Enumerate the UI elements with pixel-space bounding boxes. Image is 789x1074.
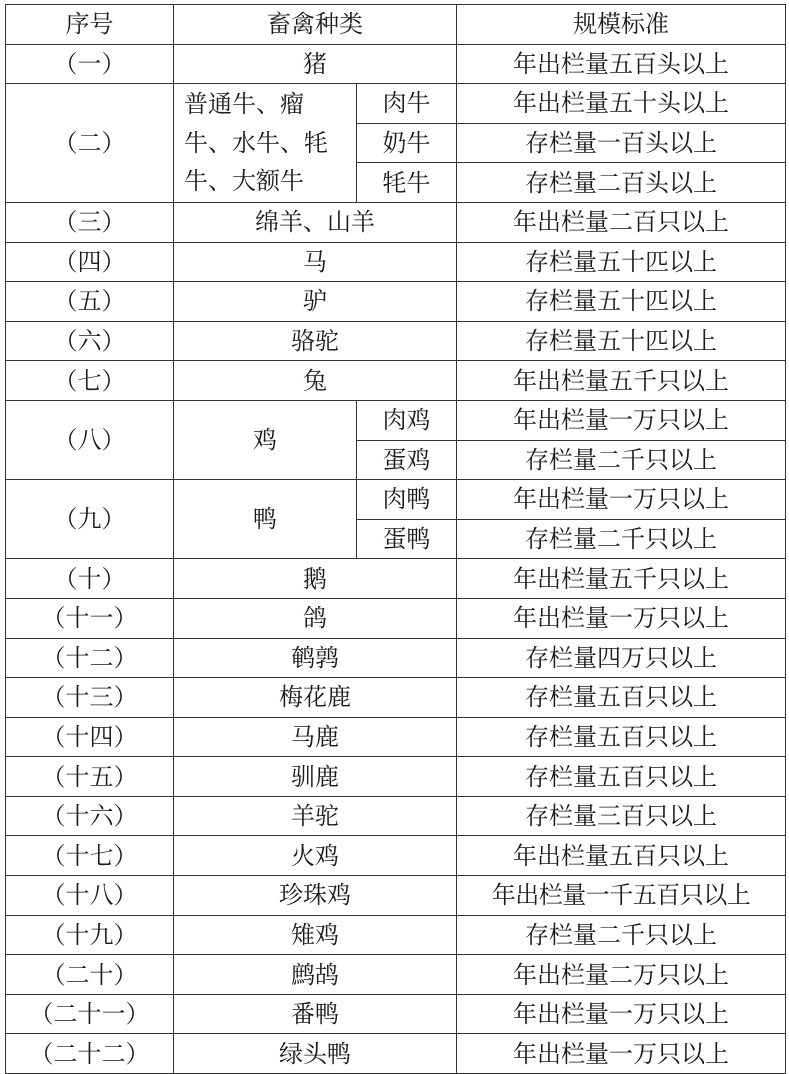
row-category: 鹅 (174, 559, 457, 599)
row-category: 骆驼 (174, 321, 457, 361)
row-index: （九） (6, 480, 174, 559)
row-subtype: 肉鸡 (357, 400, 457, 440)
table-row (6, 44, 786, 84)
table-row (6, 757, 786, 797)
row-index: （十） (6, 559, 174, 599)
row-category: 雉鸡 (174, 915, 457, 955)
row-category: 兔 (174, 361, 457, 401)
row-index: （二十一） (6, 994, 174, 1034)
table-row (6, 598, 786, 638)
row-standard: 存栏量二千只以上 (457, 519, 786, 559)
row-standard: 年出栏量五百头以上 (457, 44, 786, 84)
row-category: 鸡 (174, 400, 357, 479)
row-standard: 年出栏量二万只以上 (457, 955, 786, 995)
row-index: （十七） (6, 836, 174, 876)
row-standard: 年出栏量一千五百只以上 (457, 876, 786, 916)
row-standard: 存栏量五百只以上 (457, 757, 786, 797)
table-row (6, 717, 786, 757)
table-row (6, 84, 786, 124)
row-index: （十二） (6, 638, 174, 678)
row-index: （五） (6, 282, 174, 322)
table-row (6, 202, 786, 242)
row-standard: 年出栏量二百只以上 (457, 202, 786, 242)
row-standard: 年出栏量一万只以上 (457, 480, 786, 520)
table-row (6, 994, 786, 1034)
row-index: （十一） (6, 598, 174, 638)
row-category: 珍珠鸡 (174, 876, 457, 916)
header-category: 畜禽种类 (174, 5, 457, 45)
livestock-scale-table (5, 4, 786, 1074)
row-index: （十九） (6, 915, 174, 955)
row-index: （十八） (6, 876, 174, 916)
row-category: 猪 (174, 44, 457, 84)
row-category: 驴 (174, 282, 457, 322)
row-standard: 存栏量二千只以上 (457, 915, 786, 955)
table-row (6, 321, 786, 361)
table-row (6, 836, 786, 876)
row-standard: 年出栏量一万只以上 (457, 994, 786, 1034)
row-standard: 存栏量二千只以上 (457, 440, 786, 480)
row-standard: 年出栏量五十头以上 (457, 84, 786, 124)
row-standard: 存栏量一百头以上 (457, 123, 786, 163)
row-subtype: 肉牛 (357, 84, 457, 124)
table-row (6, 559, 786, 599)
row-index: （四） (6, 242, 174, 282)
row-category: 鹧鸪 (174, 955, 457, 995)
table-row (6, 678, 786, 718)
row-category: 鹌鹑 (174, 638, 457, 678)
table-row (6, 796, 786, 836)
row-category: 梅花鹿 (174, 678, 457, 718)
row-category: 马 (174, 242, 457, 282)
row-index: （七） (6, 361, 174, 401)
row-index: （三） (6, 202, 174, 242)
row-subtype: 牦牛 (357, 163, 457, 203)
row-category: 羊驼 (174, 796, 457, 836)
row-standard: 年出栏量一万只以上 (457, 598, 786, 638)
table-row (6, 242, 786, 282)
row-index: （六） (6, 321, 174, 361)
row-index: （十六） (6, 796, 174, 836)
row-subtype: 肉鸭 (357, 480, 457, 520)
row-category: 绵羊、山羊 (174, 202, 457, 242)
row-standard: 年出栏量五千只以上 (457, 559, 786, 599)
header-index: 序号 (6, 5, 174, 45)
row-category: 马鹿 (174, 717, 457, 757)
row-category: 鸭 (174, 480, 357, 559)
row-index: （十五） (6, 757, 174, 797)
row-index: （二十二） (6, 1034, 174, 1074)
row-standard: 年出栏量五千只以上 (457, 361, 786, 401)
table-row (6, 361, 786, 401)
row-category: 普通牛、瘤牛、水牛、牦牛、大额牛 (174, 84, 357, 203)
row-subtype: 奶牛 (357, 123, 457, 163)
header-standard: 规模标准 (457, 5, 786, 45)
row-index: （十三） (6, 678, 174, 718)
row-category: 火鸡 (174, 836, 457, 876)
row-category: 驯鹿 (174, 757, 457, 797)
row-standard: 年出栏量一万只以上 (457, 1034, 786, 1074)
table-row (6, 915, 786, 955)
row-standard: 存栏量四万只以上 (457, 638, 786, 678)
row-category: 绿头鸭 (174, 1034, 457, 1074)
row-subtype: 蛋鸭 (357, 519, 457, 559)
row-standard: 存栏量二百头以上 (457, 163, 786, 203)
table-row (6, 876, 786, 916)
row-standard: 存栏量五百只以上 (457, 678, 786, 718)
table-row (6, 282, 786, 322)
table-row (6, 955, 786, 995)
row-category: 鸽 (174, 598, 457, 638)
row-standard: 存栏量三百只以上 (457, 796, 786, 836)
row-index: （八） (6, 400, 174, 479)
table-row (6, 480, 786, 520)
row-subtype: 蛋鸡 (357, 440, 457, 480)
row-standard: 年出栏量一万只以上 (457, 400, 786, 440)
row-standard: 年出栏量五百只以上 (457, 836, 786, 876)
row-index: （二十） (6, 955, 174, 995)
header-row (6, 5, 786, 45)
row-standard: 存栏量五十匹以上 (457, 321, 786, 361)
row-index: （二） (6, 84, 174, 203)
row-index: （十四） (6, 717, 174, 757)
table-row (6, 638, 786, 678)
row-standard: 存栏量五百只以上 (457, 717, 786, 757)
table-row (6, 1034, 786, 1074)
row-index: （一） (6, 44, 174, 84)
row-category: 番鸭 (174, 994, 457, 1034)
row-standard: 存栏量五十匹以上 (457, 242, 786, 282)
table-row (6, 400, 786, 440)
row-standard: 存栏量五十匹以上 (457, 282, 786, 322)
